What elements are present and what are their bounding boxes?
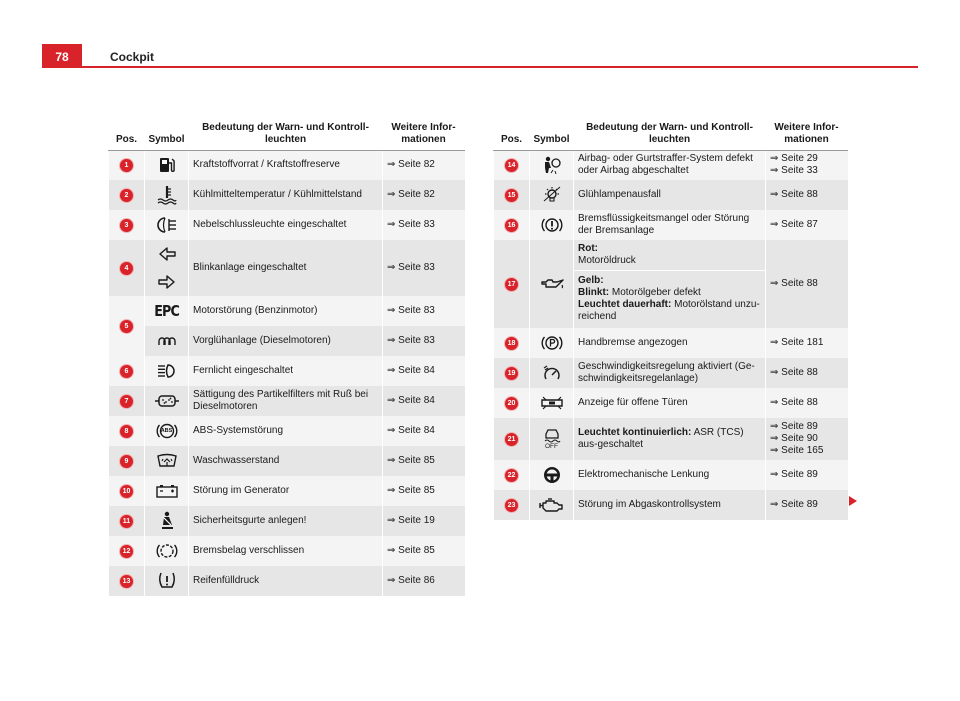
row-description: Sicherheitsgurte anlegen! — [189, 506, 383, 536]
table-row — [494, 358, 848, 388]
page-reference: ⇒ Seite 83 — [383, 210, 465, 240]
turn-signal-icon — [156, 245, 178, 291]
row-description-red: Rot: Motoröldruck — [574, 240, 766, 270]
table-row — [109, 416, 465, 446]
page-reference: ⇒ Seite 83 — [383, 240, 465, 296]
table-row — [109, 476, 465, 506]
table-row — [494, 418, 848, 460]
row-description: Vorglühanlage (Dieselmotoren) — [189, 326, 383, 356]
column-header-more-info: Weitere Infor-mationen — [383, 116, 465, 150]
fuel-pump-icon — [157, 156, 177, 174]
row-description: Airbag- oder Gurtstraffer-System defekt oder Airbag abgeschaltet — [574, 150, 766, 180]
traction-control-off-label: OFF — [545, 443, 558, 450]
row-description: Handbremse angezogen — [574, 328, 766, 358]
row-description: Motorstörung (Benzinmotor) — [189, 296, 383, 326]
engine-check-icon — [539, 497, 565, 513]
page-reference: ⇒ Seite 19 — [383, 506, 465, 536]
battery-icon — [155, 483, 179, 499]
position-badge: 23 — [505, 499, 518, 512]
column-header-symbol: Symbol — [530, 116, 574, 150]
position-badge: 11 — [120, 515, 133, 528]
row-description: Geschwindigkeitsregelung aktiviert (Ge-schwindigkeitsregelanlage) — [574, 358, 766, 388]
row-description: Bremsbelag verschlissen — [189, 536, 383, 566]
table-row — [494, 180, 848, 210]
bulb-failure-icon — [541, 186, 563, 204]
column-header-pos: Pos. — [109, 116, 145, 150]
position-badge: 14 — [505, 159, 518, 172]
steering-wheel-icon — [542, 465, 562, 485]
oil-can-icon — [539, 277, 565, 291]
warning-lights-table-left — [108, 116, 465, 596]
position-badge: 17 — [505, 278, 518, 291]
row-description: Blinkanlage eingeschaltet — [189, 240, 383, 296]
page-reference: ⇒ Seite 84 — [383, 356, 465, 386]
coolant-temperature-icon — [156, 185, 178, 205]
row-description: Leuchtet kontinuierlich: ASR (TCS) aus-geschaltet — [574, 418, 766, 460]
page-reference: ⇒ Seite 83 — [383, 326, 465, 356]
parking-brake-icon — [541, 334, 563, 352]
table-row — [109, 446, 465, 476]
table-row — [109, 326, 465, 356]
position-badge: 1 — [120, 159, 133, 172]
abs-icon-label: ABS — [160, 428, 173, 434]
row-description: Störung im Abgaskontrollsystem — [574, 490, 766, 520]
row-description: Anzeige für offene Türen — [574, 388, 766, 418]
position-badge: 5 — [120, 320, 133, 333]
page-reference: ⇒ Seite 82 — [383, 180, 465, 210]
brake-pad-icon — [156, 542, 178, 560]
seatbelt-icon — [158, 511, 176, 531]
table-row — [109, 506, 465, 536]
row-description: Bremsflüssigkeitsmangel oder Störung der Bremsanlage — [574, 210, 766, 240]
page-reference: ⇒ Seite 89 ⇒ Seite 90 ⇒ Seite 165 — [766, 418, 848, 460]
table-row — [494, 240, 848, 270]
page-reference: ⇒ Seite 83 — [383, 296, 465, 326]
page-reference: ⇒ Seite 29 ⇒ Seite 33 — [766, 150, 848, 180]
position-badge: 2 — [120, 189, 133, 202]
position-badge: 4 — [120, 262, 133, 275]
position-badge: 16 — [505, 219, 518, 232]
airbag-icon — [541, 155, 563, 175]
position-badge: 20 — [505, 397, 518, 410]
row-description-yellow: Gelb: Blinkt: Motorölgeber defekt Leuchtet dauerhaft: Motorölstand unzu-reichend — [574, 270, 766, 328]
row-description: Nebelschlussleuchte eingeschaltet — [189, 210, 383, 240]
table-row — [494, 328, 848, 358]
row-description: Kraftstoffvorrat / Kraftstoffreserve — [189, 150, 383, 180]
particle-filter-icon — [154, 394, 180, 408]
position-badge: 15 — [505, 189, 518, 202]
table-row — [494, 490, 848, 520]
column-header-meaning: Bedeutung der Warn- und Kontroll-leuchten — [574, 116, 766, 150]
table-row — [109, 536, 465, 566]
table-row — [494, 460, 848, 490]
page-reference: ⇒ Seite 89 — [766, 460, 848, 490]
table-row — [494, 388, 848, 418]
row-description: Störung im Generator — [189, 476, 383, 506]
row-description: Reifenfülldruck — [189, 566, 383, 596]
column-header-symbol: Symbol — [145, 116, 189, 150]
page-reference: ⇒ Seite 82 — [383, 150, 465, 180]
page-reference: ⇒ Seite 88 — [766, 388, 848, 418]
rear-fog-light-icon — [156, 216, 178, 234]
table-row — [109, 240, 465, 296]
row-description: Fernlicht eingeschaltet — [189, 356, 383, 386]
column-header-pos: Pos. — [494, 116, 530, 150]
position-badge: 10 — [120, 485, 133, 498]
high-beam-icon — [156, 363, 178, 379]
position-badge: 9 — [120, 455, 133, 468]
column-header-meaning: Bedeutung der Warn- und Kontroll-leuchten — [189, 116, 383, 150]
table-row — [109, 210, 465, 240]
row-description: Kühlmitteltemperatur / Kühlmittelstand — [189, 180, 383, 210]
page-reference: ⇒ Seite 88 — [766, 358, 848, 388]
tire-pressure-icon — [156, 571, 178, 591]
abs-icon — [156, 422, 178, 440]
continue-arrow-icon — [848, 494, 858, 512]
position-badge: 12 — [120, 545, 133, 558]
position-badge: 19 — [505, 367, 518, 380]
position-badge: 21 — [505, 433, 518, 446]
table-row — [494, 150, 848, 180]
table-row — [109, 150, 465, 180]
page-reference: ⇒ Seite 84 — [383, 416, 465, 446]
page-reference: ⇒ Seite 89 — [766, 490, 848, 520]
position-badge: 7 — [120, 395, 133, 408]
table-row — [109, 180, 465, 210]
row-description: ABS-Systemstörung — [189, 416, 383, 446]
glow-plug-icon — [156, 334, 178, 348]
table-row — [109, 566, 465, 596]
position-badge: 22 — [505, 469, 518, 482]
page-reference: ⇒ Seite 85 — [383, 446, 465, 476]
epc-icon: EPC — [154, 301, 179, 320]
table-row — [109, 296, 465, 326]
page-reference: ⇒ Seite 88 — [766, 240, 848, 328]
table-row — [109, 386, 465, 416]
header-rule — [82, 66, 918, 68]
row-description: Glühlampenausfall — [574, 180, 766, 210]
position-badge: 13 — [120, 575, 133, 588]
row-description: Elektromechanische Lenkung — [574, 460, 766, 490]
table-row — [109, 356, 465, 386]
column-header-more-info: Weitere Infor-mationen — [766, 116, 848, 150]
row-description: Sättigung des Partikelfilters mit Ruß bei Dieselmotoren — [189, 386, 383, 416]
page-reference: ⇒ Seite 88 — [766, 180, 848, 210]
warning-lights-table-right — [493, 116, 848, 520]
position-badge: 8 — [120, 425, 133, 438]
position-badge: 18 — [505, 337, 518, 350]
row-description: Waschwasserstand — [189, 446, 383, 476]
page-reference: ⇒ Seite 85 — [383, 476, 465, 506]
position-badge: 6 — [120, 365, 133, 378]
brake-fluid-icon — [541, 216, 563, 234]
table-row — [494, 210, 848, 240]
page-reference: ⇒ Seite 86 — [383, 566, 465, 596]
page-reference: ⇒ Seite 181 — [766, 328, 848, 358]
traction-control-off-icon — [540, 426, 564, 452]
page-header: Cockpit — [110, 50, 155, 64]
position-badge: 3 — [120, 219, 133, 232]
page-reference: ⇒ Seite 84 — [383, 386, 465, 416]
page-number: 78 — [42, 44, 82, 68]
page-reference: ⇒ Seite 87 — [766, 210, 848, 240]
open-door-icon — [540, 396, 564, 410]
washer-fluid-icon — [155, 453, 179, 469]
page-reference: ⇒ Seite 85 — [383, 536, 465, 566]
cruise-control-icon — [541, 364, 563, 382]
